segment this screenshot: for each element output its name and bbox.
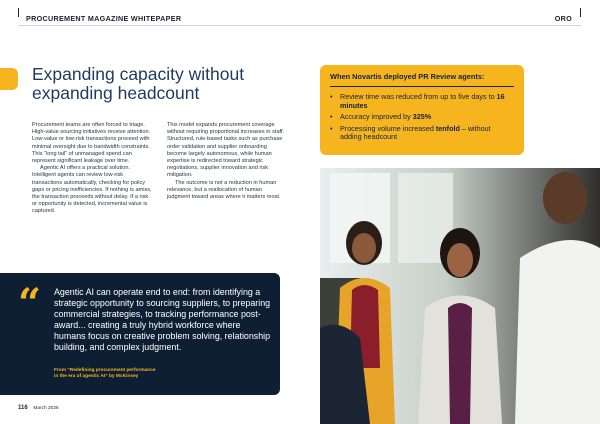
callout-text: Processing volume increased — [340, 123, 436, 133]
callout-item — [330, 125, 514, 142]
callout-list — [330, 93, 514, 142]
callout-text: Accuracy improved by — [340, 112, 413, 122]
stats-callout — [320, 65, 524, 155]
section-accent-tab — [0, 68, 18, 90]
paragraph: Agentic AI offers a practical solution. Intelligent agents can review low-risk transactions automatically, checking for policy gaps or pricing inefficiencies. If nothing is amiss, the transaction proceeds without delay. If a risk or opportunity is detected, incremental value is captured. — [32, 165, 152, 215]
magazine-header: PROCUREMENT MAGAZINE WHITEPAPER — [26, 14, 182, 23]
paragraph: Procurement teams are often forced to triage. High-value sourcing initiatives receive attention. Low-value or low-risk transactions proceed with minimal oversight due to bandwidth constraints. This “long tail” of unmanaged spend can represent significant leakage over time. — [32, 122, 151, 165]
pull-quote-text: Agentic AI can operate end to end: from identifying a strategic opportunity to sourcing suppliers, to preparing commercial strategies, to tracking performance post-award... creating a truly hybrid workforce where humans focus on creative problem solving, relationship building, and complex judgment. — [54, 287, 271, 352]
callout-title: When Novartis deployed PR Review agents: — [330, 72, 514, 87]
quote-source — [54, 368, 254, 380]
body-column-2 — [167, 122, 285, 201]
callout-text: Review time was reduced from up to five days to — [340, 92, 497, 101]
callout-highlight: 16 minutes — [340, 92, 505, 110]
callout-text: – without adding headcount — [340, 123, 491, 142]
page-number: 116 — [18, 405, 28, 411]
callout-highlight: tenfold — [435, 123, 460, 133]
callout-item — [330, 113, 514, 122]
header-divider — [18, 25, 581, 26]
page-footer — [18, 405, 59, 411]
paragraph: The outcome is not a reduction in human relevance, but a reallocation of human judgment toward areas where it matters most. — [167, 179, 281, 201]
issue-date: March 2026 — [33, 406, 59, 411]
paragraph: This model expands procurement coverage without requiring proportional increases in staff. Structured, rule-based tasks such as purchase order validation and supplier onboarding become largely autonomous, while human expertise is redirected toward strategic negotiations, supplier innovation and risk mitigation. — [167, 122, 285, 179]
quote-mark-icon: “ — [18, 280, 42, 327]
body-column-1 — [32, 122, 152, 216]
quote-source-line: From “Redefining procurement performance — [54, 368, 156, 373]
callout-highlight: 325% — [412, 112, 432, 122]
article-title: Expanding capacity without expanding headcount — [32, 64, 245, 103]
brand-logo: ORO — [554, 14, 572, 23]
callout-item — [330, 93, 514, 110]
photo-illustration — [320, 168, 600, 424]
header-rule-left — [18, 8, 19, 17]
team-meeting-photo — [320, 168, 600, 424]
quote-source-line: in the era of agentic AI” by McKinsey — [54, 374, 139, 379]
header-rule-right — [580, 8, 581, 17]
